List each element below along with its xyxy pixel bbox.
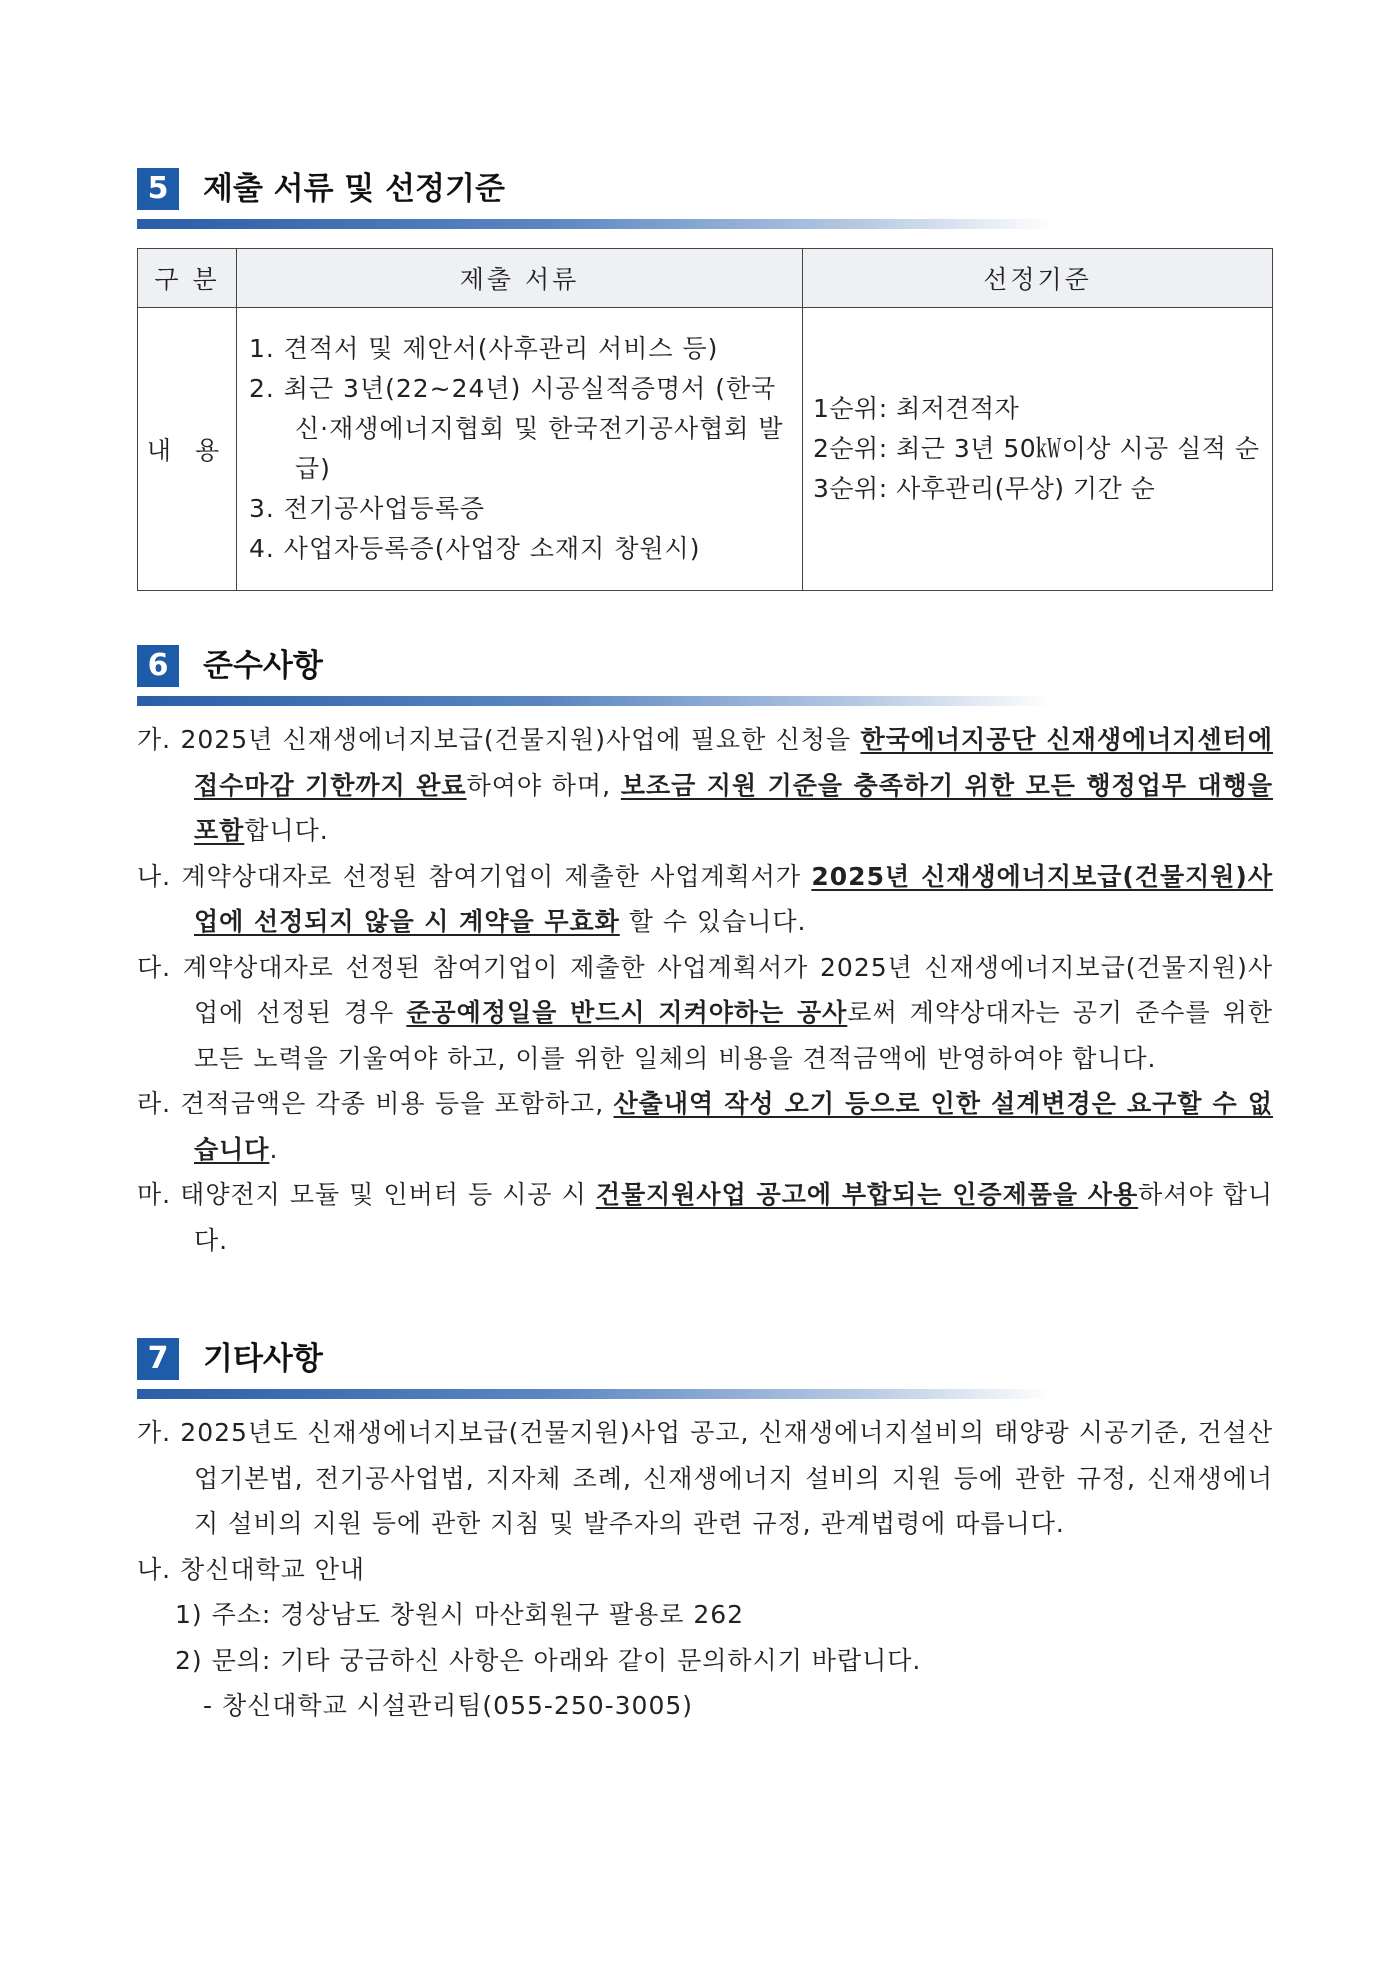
section-5-heading [137, 168, 1052, 230]
section-title: 준수사항 [203, 648, 323, 684]
list-item: 1순위: 최저견적자 [813, 394, 1020, 423]
section-number-badge: 5 [137, 168, 179, 210]
list-item [137, 1172, 1273, 1263]
section-number-badge: 7 [137, 1338, 179, 1380]
header-category: 구 분 [138, 249, 237, 308]
documents-cell [237, 308, 803, 591]
item-marker: 라. [137, 1089, 172, 1118]
item-marker: 다. [137, 952, 172, 982]
emphasis-text: 산출내역 작성 오기 등으로 인한 설계변경은 요구할 수 없습니다 [194, 1089, 1273, 1164]
emphasis-text: 한국에너지공단 신재생에너지센터에 접수마감 기한까지 완료 [194, 725, 1273, 800]
list-item [137, 854, 1273, 945]
item-marker: 나. [137, 861, 172, 891]
item-text: 견적금액은 각종 비용 등을 포함하고, [171, 1089, 614, 1118]
item-marker: 가. [137, 725, 172, 754]
item-text: . [269, 1134, 279, 1164]
item-text: 하셔야 합니다. [194, 1180, 1273, 1255]
list-item: 2. 최근 3년(22~24년) 시공실적증명서 (한국 신·재생에너지협회 및 한국전기공사협회 발급) [249, 374, 784, 483]
selection-criteria-table [137, 248, 1273, 591]
emphasis-text: 준공예정일을 반드시 지켜야하는 공사 [406, 998, 848, 1027]
item-text: 계약상대자로 선정된 참여기업이 제출한 사업계획서가 [171, 861, 812, 891]
list-item: 2순위: 최근 3년 50㎾이상 시공 실적 순 [813, 434, 1260, 463]
criteria-list [803, 389, 1272, 509]
list-item: 4. 사업자등록증(사업장 소재지 창원시) [249, 534, 701, 563]
item-text: 로써 계약상대자는 공기 준수를 위한 모든 노력을 기울여야 하고, 이를 위한 일체의 비용을 견적금액에 반영하여야 합니다. [194, 998, 1273, 1073]
section-title: 기타사항 [203, 1341, 323, 1377]
list-item: 3순위: 사후관리(무상) 기간 순 [813, 474, 1156, 503]
emphasis-text: 건물지원사업 공고에 부합되는 인증제품을 사용 [595, 1180, 1139, 1209]
table-row [138, 308, 1273, 591]
item-text: 합니다. [244, 816, 329, 845]
item-text: 하여야 하며, [466, 770, 621, 800]
item-text: 2025년 신재생에너지보급(건물지원)사업에 필요한 신청을 [171, 725, 861, 754]
inquiry-line: 2) 문의: 기타 궁금하신 사항은 아래와 같이 문의하시기 바랍니다. [175, 1645, 922, 1675]
header-criteria: 선정기준 [803, 249, 1273, 308]
header-documents: 제출 서류 [237, 249, 803, 308]
other-notes-list [137, 1410, 1273, 1729]
emphasis-text: 보조금 지원 기준을 충족하기 위한 모든 행정업무 대행을 포함 [194, 770, 1273, 845]
list-item: 3. 전기공사업등록증 [249, 494, 485, 523]
section-divider-bar [137, 219, 1052, 229]
criteria-cell [803, 308, 1273, 591]
list-item [137, 1547, 1273, 1593]
list-item [137, 1081, 1273, 1172]
section-title: 제출 서류 및 선정기준 [203, 171, 505, 207]
section-6-heading [137, 645, 1052, 707]
contact-line: - 창신대학교 시설관리팀(055-250-3005) [203, 1691, 694, 1720]
list-item [137, 945, 1273, 1082]
item-marker: 가. [137, 1418, 172, 1447]
section-number-badge: 6 [137, 645, 179, 687]
list-item [137, 1410, 1273, 1547]
list-item [137, 717, 1273, 854]
section-divider-bar [137, 1389, 1052, 1399]
row-label: 내 용 [138, 308, 237, 591]
item-text: 태양전지 모듈 및 인버터 등 시공 시 [171, 1180, 596, 1209]
address-line: 1) 주소: 경상남도 창원시 마산회원구 팔용로 262 [175, 1600, 745, 1629]
documents-list [237, 329, 802, 569]
item-text: 2025년도 신재생에너지보급(건물지원)사업 공고, 신재생에너지설비의 태양광 시공기준, 건설산업기본법, 전기공사업법, 지자체 조례, 신재생에너지 설비의 지원 등에 관한 규정, 신재생에너지 설비의 지원 등에 관한 지침 및 발주자의 관련 규정, 관계법령에 따릅니다. [171, 1418, 1273, 1538]
table-header-row [138, 249, 1273, 308]
item-marker: 나. [137, 1554, 172, 1584]
section-7-heading [137, 1338, 1052, 1400]
item-marker: 마. [137, 1180, 172, 1209]
section-divider-bar [137, 696, 1052, 706]
emphasis-text: 2025년 신재생에너지보급(건물지원)사업에 선정되지 않을 시 계약을 무효화 [194, 861, 1273, 936]
compliance-list [137, 717, 1273, 1263]
item-text: 계약상대자로 선정된 참여기업이 제출한 사업계획서가 2025년 신재생에너지보급(건물지원)사업에 선정된 경우 [171, 952, 1273, 1027]
list-item: 1. 견적서 및 제안서(사후관리 서비스 등) [249, 334, 719, 363]
item-text: 창신대학교 안내 [171, 1554, 366, 1584]
item-text: 할 수 있습니다. [619, 907, 807, 936]
